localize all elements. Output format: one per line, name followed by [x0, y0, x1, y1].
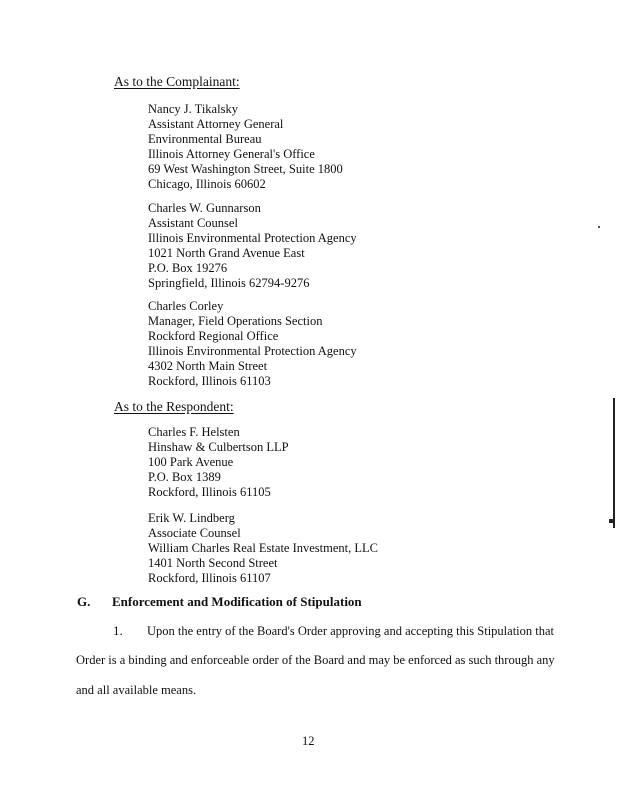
address-line: Charles Corley	[148, 299, 224, 313]
address-line: Charles W. Gunnarson	[148, 201, 261, 215]
address-line: 100 Park Avenue	[148, 455, 234, 469]
complainant-contact-1	[148, 102, 343, 192]
address-line: Rockford Regional Office	[148, 329, 279, 343]
address-line: Chicago, Illinois 60602	[148, 177, 266, 191]
address-line: P.O. Box 1389	[148, 470, 221, 484]
margin-revision-bar	[613, 398, 615, 528]
respondent-heading: As to the Respondent:	[114, 399, 234, 414]
complainant-contact-2	[148, 201, 357, 291]
complainant-contact-3	[148, 299, 357, 389]
address-line: Springfield, Illinois 62794-9276	[148, 276, 310, 290]
address-line: 1021 North Grand Avenue East	[148, 246, 305, 260]
address-line: Hinshaw & Culbertson LLP	[148, 440, 289, 454]
paragraph-line: Order is a binding and enforceable order of the Board and may be enforced as such through any	[76, 653, 555, 667]
scan-speck	[598, 226, 600, 228]
address-line: Illinois Environmental Protection Agency	[148, 231, 357, 245]
address-line: 69 West Washington Street, Suite 1800	[148, 162, 343, 176]
address-line: Charles F. Helsten	[148, 425, 240, 439]
address-line: Erik W. Lindberg	[148, 511, 235, 525]
address-line: P.O. Box 19276	[148, 261, 228, 275]
address-line: Illinois Environmental Protection Agency	[148, 344, 357, 358]
section-letter: G.	[77, 594, 91, 609]
paragraph-line: and all available means.	[76, 683, 197, 697]
page-number: 12	[302, 734, 315, 748]
address-line: 4302 North Main Street	[148, 359, 268, 373]
paragraph-line: Upon the entry of the Board's Order approving and accepting this Stipulation that	[147, 624, 555, 638]
address-line: Illinois Attorney General's Office	[148, 147, 315, 161]
section-title: Enforcement and Modification of Stipulation	[112, 594, 362, 609]
respondent-contact-2	[148, 511, 378, 586]
address-line: Manager, Field Operations Section	[148, 314, 323, 328]
address-line: Associate Counsel	[148, 526, 241, 540]
margin-mark	[609, 519, 613, 523]
address-line: Environmental Bureau	[148, 132, 262, 146]
address-line: Nancy J. Tikalsky	[148, 102, 238, 116]
address-line: Assistant Counsel	[148, 216, 238, 230]
address-line: Assistant Attorney General	[148, 117, 284, 131]
address-line: Rockford, Illinois 61103	[148, 374, 271, 388]
address-line: Rockford, Illinois 61107	[148, 571, 271, 585]
paragraph-number: 1.	[113, 623, 123, 638]
address-line: 1401 North Second Street	[148, 556, 278, 570]
address-line: Rockford, Illinois 61105	[148, 485, 271, 499]
complainant-heading: As to the Complainant:	[114, 74, 240, 89]
address-line: William Charles Real Estate Investment, LLC	[148, 541, 378, 555]
respondent-contact-1	[148, 425, 289, 500]
